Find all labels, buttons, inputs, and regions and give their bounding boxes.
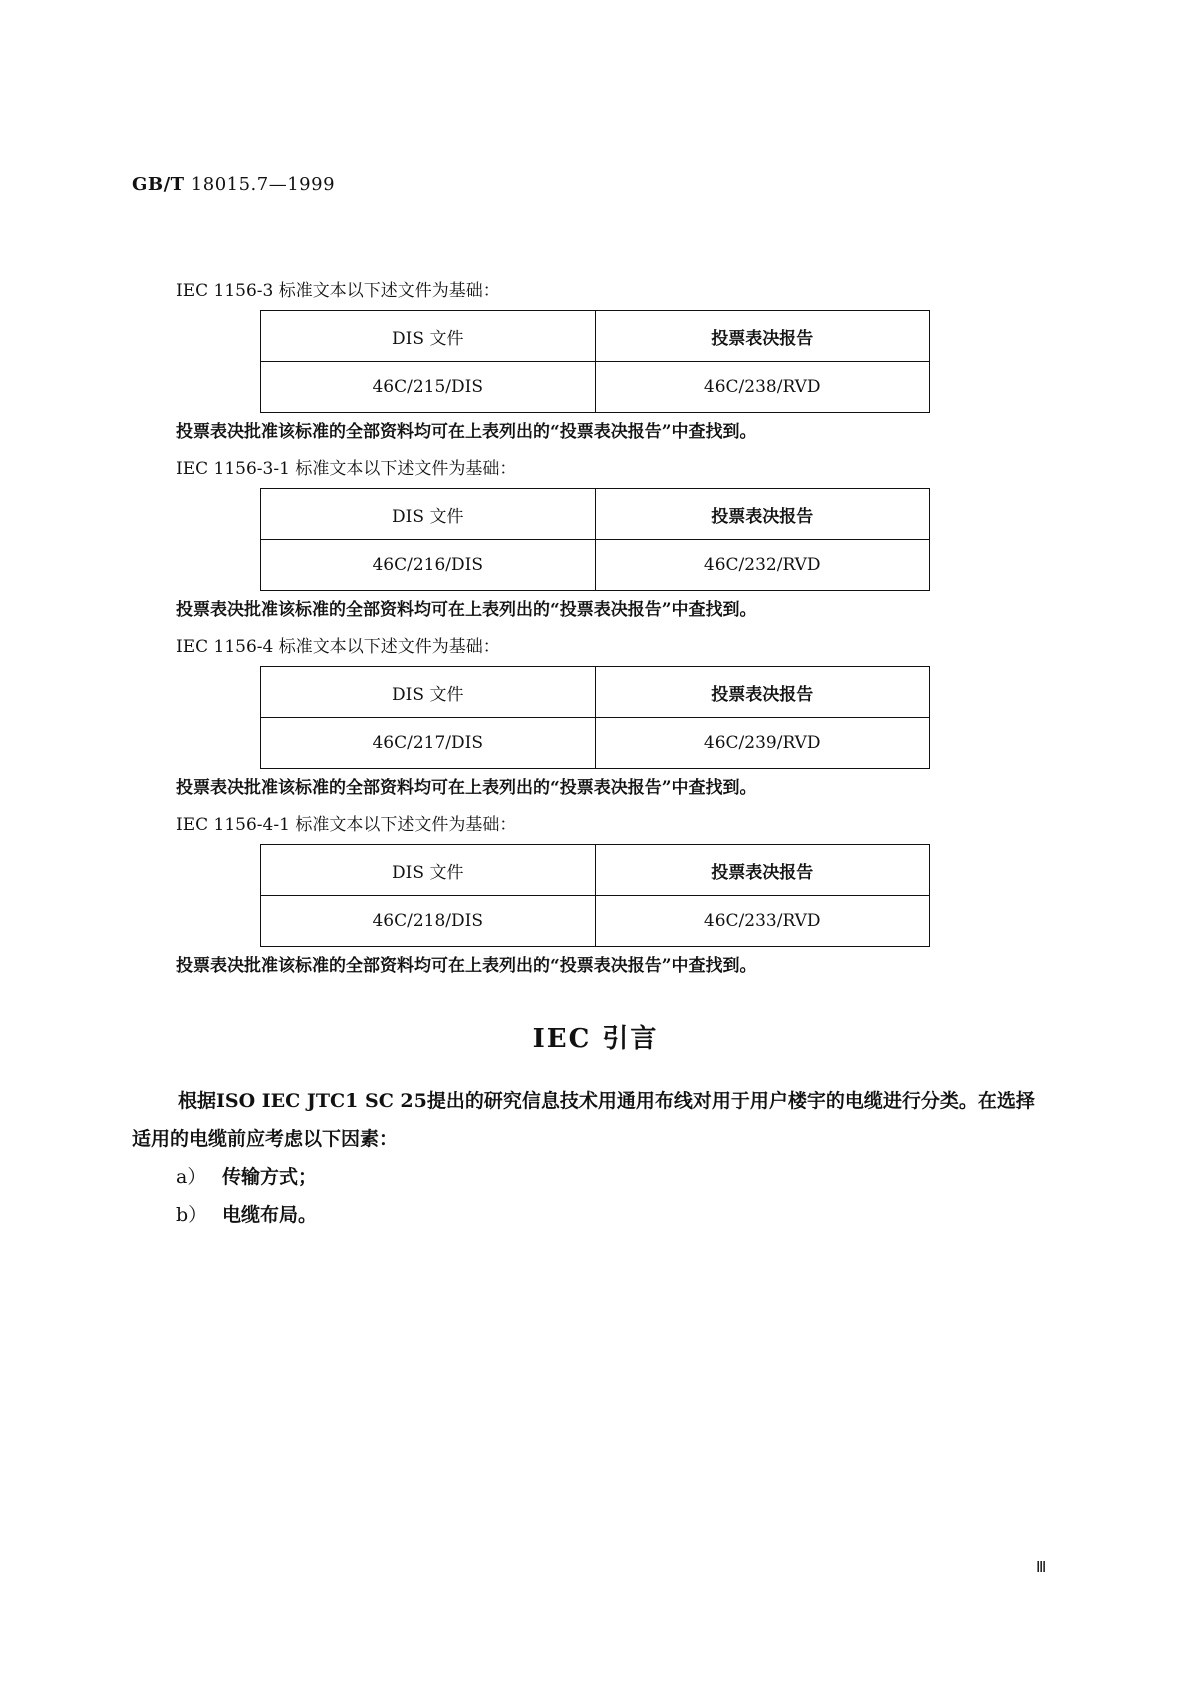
vote-table [260,310,930,413]
list-text: 传输方式； [222,1166,318,1188]
dis-header-cell: DIS 文件 [261,667,596,718]
vote-table [260,488,930,591]
rvd-header-cell: 投票表决报告 [595,667,930,718]
list-marker: a） [176,1166,207,1188]
dis-value-cell: 46C/215/DIS [261,362,596,413]
table-row [261,896,930,947]
table-header-row [261,311,930,362]
rvd-header-cell: 投票表决报告 [595,311,930,362]
section-intro: IEC 1156-4-1 标准文本以下述文件为基础： [176,815,517,835]
dis-header-cell: DIS 文件 [261,845,596,896]
section-note: 投票表决批准该标准的全部资料均可在上表列出的“投票表决报告”中查找到。 [176,778,757,798]
section-note: 投票表决批准该标准的全部资料均可在上表列出的“投票表决报告”中查找到。 [176,600,757,620]
rvd-value-cell: 46C/233/RVD [595,896,930,947]
rvd-value-cell: 46C/232/RVD [595,540,930,591]
section-note: 投票表决批准该标准的全部资料均可在上表列出的“投票表决报告”中查找到。 [176,956,757,976]
vote-table [260,844,930,947]
document-code-number: 18015.7—1999 [190,174,336,195]
dis-header-cell: DIS 文件 [261,311,596,362]
page-number: Ⅲ [1036,1558,1047,1576]
table-row [261,540,930,591]
factor-list [176,1158,317,1234]
rvd-value-cell: 46C/239/RVD [595,718,930,769]
section-intro: IEC 1156-4 标准文本以下述文件为基础： [176,637,500,657]
section-note: 投票表决批准该标准的全部资料均可在上表列出的“投票表决报告”中查找到。 [176,422,757,442]
table-row [261,718,930,769]
table-header-row [261,489,930,540]
introduction-paragraph: 根据ISO IEC JTC1 SC 25提出的研究信息技术用通用布线对用于用户楼宇的电缆进行分类。在选择适用的电缆前应考虑以下因素： [132,1090,1035,1150]
vote-section-3 [176,634,936,801]
table-header-row [261,667,930,718]
dis-value-cell: 46C/216/DIS [261,540,596,591]
vote-section-2 [176,456,936,623]
rvd-value-cell: 46C/238/RVD [595,362,930,413]
vote-section-1 [176,278,936,445]
list-item [176,1196,317,1234]
table-row [261,362,930,413]
section-intro: IEC 1156-3 标准文本以下述文件为基础： [176,281,500,301]
list-item [176,1158,317,1196]
rvd-header-cell: 投票表决报告 [595,845,930,896]
rvd-header-cell: 投票表决报告 [595,489,930,540]
dis-header-cell: DIS 文件 [261,489,596,540]
vote-section-4 [176,812,936,979]
introduction-title: IEC 引言 [532,1024,659,1054]
dis-value-cell: 46C/218/DIS [261,896,596,947]
list-text: 电缆布局。 [222,1204,318,1226]
table-header-row [261,845,930,896]
document-code [132,174,335,195]
dis-value-cell: 46C/217/DIS [261,718,596,769]
document-code-prefix: GB/T [132,174,185,195]
list-marker: b） [176,1204,208,1226]
vote-table [260,666,930,769]
section-intro: IEC 1156-3-1 标准文本以下述文件为基础： [176,459,517,479]
